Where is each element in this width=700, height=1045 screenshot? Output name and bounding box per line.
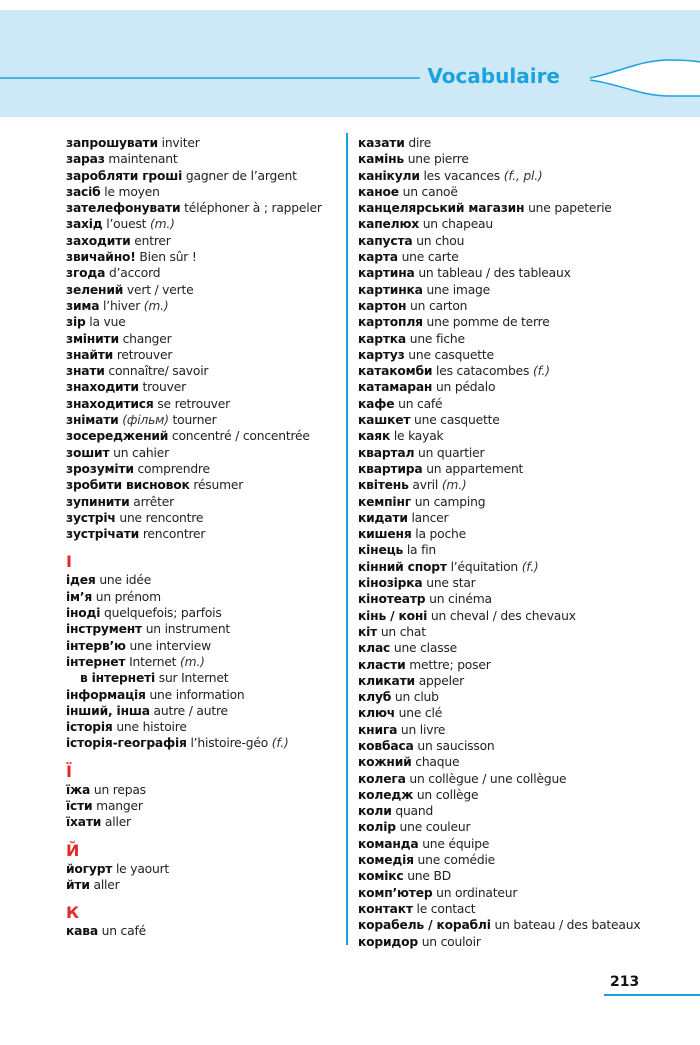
french-translation: un appartement (426, 461, 524, 476)
ukrainian-word: заходити (66, 233, 131, 248)
french-translation: un chat (380, 624, 426, 639)
french-translation: appeler (418, 673, 465, 688)
french-translation: le kayak (393, 429, 444, 444)
ukrainian-word: кіт (358, 624, 378, 639)
french-translation: une clé (398, 706, 443, 721)
french-translation: un chapeau (422, 217, 493, 232)
french-translation: concentré / concentrée (171, 429, 310, 444)
grammar-note: (m.) (150, 217, 175, 232)
french-translation: tourner (172, 413, 217, 428)
ukrainian-word: колір (358, 820, 396, 835)
ukrainian-word: їсти (66, 798, 93, 813)
ukrainian-word: зупинити (66, 494, 130, 509)
ukrainian-word: йти (66, 877, 90, 892)
grammar-note: (фільм) (122, 413, 169, 428)
french-translation: une comédie (417, 853, 496, 868)
french-translation: une information (149, 687, 245, 702)
french-translation: une équipe (422, 836, 490, 851)
ukrainian-word: знаходитися (66, 396, 154, 411)
ukrainian-word: ключ (358, 706, 395, 721)
ukrainian-word: контакт (358, 901, 413, 916)
grammar-note: (f., pl.) (503, 168, 543, 183)
ukrainian-word: згода (66, 266, 106, 281)
ukrainian-word: капуста (358, 233, 413, 248)
french-translation: les vacances (423, 168, 501, 183)
ukrainian-word: картон (358, 298, 407, 313)
ukrainian-word: квартал (358, 445, 415, 460)
french-translation: un bateau / des bateaux (494, 918, 641, 933)
french-translation: lancer (411, 510, 449, 525)
ukrainian-word: ім’я (66, 589, 93, 604)
ukrainian-word: інтерв’ю (66, 638, 126, 653)
french-translation: gagner de l’argent (185, 168, 297, 183)
grammar-note: (f.) (532, 364, 550, 379)
french-translation: Bien sûr ! (139, 250, 197, 265)
french-translation: aller (104, 815, 131, 830)
ukrainian-word: їхати (66, 815, 102, 830)
ukrainian-word: знати (66, 364, 105, 379)
french-translation: le moyen (104, 184, 160, 199)
ukrainian-word: коледж (358, 787, 414, 802)
french-translation: quelquefois; parfois (104, 606, 222, 621)
section-letter: К (66, 903, 80, 923)
ukrainian-word: змінити (66, 331, 119, 346)
section-letter: І (66, 552, 72, 572)
grammar-note: (f.) (521, 559, 539, 574)
ukrainian-word: зателефонувати (66, 201, 181, 216)
ukrainian-word: зошит (66, 445, 110, 460)
ukrainian-word: канікули (358, 168, 420, 183)
french-translation: l’hiver (103, 298, 141, 313)
french-translation: une fiche (409, 331, 465, 346)
ukrainian-word: зима (66, 298, 100, 313)
ukrainian-word: коридор (358, 934, 418, 949)
french-translation: un collègue / une collègue (409, 771, 567, 786)
ukrainian-word: інструмент (66, 622, 142, 637)
french-translation: se retrouver (157, 396, 230, 411)
ukrainian-word: кликати (358, 673, 415, 688)
french-translation: une carte (401, 250, 459, 265)
french-translation: un cinéma (429, 592, 492, 607)
ukrainian-word: зелений (66, 282, 124, 297)
french-translation: la poche (415, 527, 466, 542)
french-translation: une star (426, 576, 476, 591)
ukrainian-word: інформація (66, 687, 146, 702)
ukrainian-word: кишеня (358, 527, 412, 542)
ukrainian-word: клуб (358, 690, 392, 705)
french-translation: résumer (193, 478, 244, 493)
ukrainian-word: катакомби (358, 364, 433, 379)
french-translation: aller (93, 877, 120, 892)
french-translation: trouver (142, 380, 186, 395)
ukrainian-word: історія (66, 720, 113, 735)
french-translation: une casquette (414, 413, 500, 428)
ukrainian-word: зараз (66, 152, 105, 167)
french-translation: une classe (393, 641, 458, 656)
french-translation: un repas (93, 782, 146, 797)
grammar-note: (m.) (143, 298, 169, 313)
ukrainian-word: клас (358, 641, 391, 656)
ukrainian-word: ковбаса (358, 738, 414, 753)
ukrainian-word: картка (358, 331, 407, 346)
ukrainian-word: звичайно! (66, 250, 136, 265)
french-translation: un livre (400, 722, 446, 737)
ukrainian-word: зустрічати (66, 527, 140, 542)
french-translation: un quartier (417, 445, 485, 460)
french-translation: téléphoner à ; rappeler (184, 201, 322, 216)
french-translation: une rencontre (119, 510, 204, 525)
french-translation: une pomme de terre (426, 315, 550, 330)
ukrainian-word: кінець (358, 543, 404, 558)
ukrainian-word: кашкет (358, 413, 411, 428)
section-letter: Й (66, 840, 80, 860)
ukrainian-word: кінь / коні (358, 608, 428, 623)
french-translation: un pédalo (435, 380, 496, 395)
ukrainian-word: зір (66, 315, 86, 330)
ukrainian-word: кожний (358, 755, 412, 770)
ukrainian-word: знімати (66, 413, 119, 428)
french-translation: un café (101, 924, 146, 939)
french-translation: maintenant (108, 152, 178, 167)
french-translation: un tableau / des tableaux (418, 266, 571, 281)
grammar-note: (m.) (180, 654, 205, 669)
ukrainian-word: комп’ютер (358, 885, 433, 900)
french-translation: un ordinateur (436, 885, 518, 900)
ukrainian-word: капелюх (358, 217, 419, 232)
ukrainian-word: кемпінг (358, 494, 411, 509)
ukrainian-word: заробляти гроші (66, 168, 183, 183)
french-translation: une idée (99, 573, 152, 588)
french-translation: un canoë (402, 184, 458, 199)
french-translation: un collège (416, 787, 479, 802)
french-translation: un chou (416, 233, 465, 248)
french-translation: Internet (129, 654, 177, 669)
french-translation: une papeterie (528, 201, 612, 216)
ukrainian-word: зустріч (66, 510, 116, 525)
ukrainian-word: комедія (358, 853, 414, 868)
french-translation: un cahier (113, 445, 169, 460)
french-translation: vert / verte (126, 282, 194, 297)
french-translation: inviter (161, 136, 200, 150)
ukrainian-word: в інтернеті (80, 671, 156, 686)
french-translation: autre / autre (153, 703, 228, 718)
ukrainian-word: комікс (358, 869, 404, 884)
ukrainian-word: йогурт (66, 861, 113, 876)
ukrainian-word: ідея (66, 573, 96, 588)
french-translation: chaque (415, 755, 460, 770)
french-translation: un couloir (421, 934, 481, 949)
ukrainian-word: канцелярський магазин (358, 201, 525, 216)
ukrainian-word: зрозуміти (66, 461, 134, 476)
french-translation: la vue (89, 315, 126, 330)
ukrainian-word: захід (66, 217, 103, 232)
french-translation: un camping (414, 494, 486, 509)
ukrainian-word: знаходити (66, 380, 139, 395)
ukrainian-word: кидати (358, 510, 408, 525)
ukrainian-word: команда (358, 836, 419, 851)
french-translation: une image (426, 282, 491, 297)
french-translation: un instrument (145, 622, 231, 637)
french-translation: rencontrer (142, 527, 206, 542)
grammar-note: (m.) (441, 478, 467, 493)
page-number: 213 (610, 974, 640, 990)
ukrainian-word: казати (358, 136, 405, 150)
grammar-note: (f.) (271, 736, 289, 751)
french-translation: l’ouest (106, 217, 147, 232)
french-translation: quand (395, 804, 434, 819)
french-translation: une interview (129, 638, 211, 653)
ukrainian-word: історія-географія (66, 736, 187, 751)
french-translation: changer (122, 331, 172, 346)
ukrainian-word: інший, інша (66, 703, 150, 718)
french-translation: une pierre (407, 152, 469, 167)
ukrainian-word: зробити висновок (66, 478, 190, 493)
ukrainian-word: іноді (66, 606, 101, 621)
ukrainian-word: каное (358, 184, 399, 199)
french-translation: comprendre (137, 461, 210, 476)
ukrainian-word: картина (358, 266, 415, 281)
ukrainian-word: каяк (358, 429, 391, 444)
ukrainian-word: коли (358, 804, 392, 819)
french-translation: la fin (406, 543, 437, 558)
french-translation: dire (408, 136, 432, 150)
french-translation: un prénom (95, 589, 161, 604)
french-translation: arrêter (133, 494, 175, 509)
french-translation: une histoire (116, 720, 187, 735)
ukrainian-word: зосереджений (66, 429, 169, 444)
ukrainian-word: картинка (358, 282, 423, 297)
ukrainian-word: книга (358, 722, 398, 737)
french-translation: d’accord (108, 266, 161, 281)
ukrainian-word: кава (66, 924, 98, 939)
french-translation: une BD (407, 869, 451, 884)
french-translation: l’équitation (450, 559, 518, 574)
french-translation: un café (398, 396, 443, 411)
french-translation: le contact (416, 901, 476, 916)
french-translation: l’histoire-géo (190, 736, 269, 751)
ukrainian-word: камінь (358, 152, 404, 167)
french-translation: connaître/ savoir (108, 364, 209, 379)
ukrainian-word: катамаран (358, 380, 433, 395)
french-translation: un saucisson (417, 738, 495, 753)
ukrainian-word: кафе (358, 396, 395, 411)
ukrainian-word: картопля (358, 315, 423, 330)
french-translation: un cheval / des chevaux (430, 608, 576, 623)
french-translation: entrer (134, 233, 171, 248)
french-translation: une casquette (408, 347, 494, 362)
ukrainian-word: інтернет (66, 654, 126, 669)
ukrainian-word: карта (358, 250, 398, 265)
french-translation: avril (412, 478, 439, 493)
french-translation: un carton (410, 298, 468, 313)
ukrainian-word: корабель / кораблі (358, 918, 491, 933)
ukrainian-word: запрошувати (66, 136, 158, 150)
french-translation: retrouver (116, 347, 173, 362)
ukrainian-word: їжа (66, 782, 91, 797)
ukrainian-word: засіб (66, 184, 101, 199)
french-translation: un club (394, 690, 439, 705)
ukrainian-word: квартира (358, 461, 423, 476)
section-letter: Ї (66, 761, 72, 781)
french-translation: une couleur (399, 820, 471, 835)
ukrainian-word: класти (358, 657, 406, 672)
ukrainian-word: кінозірка (358, 576, 423, 591)
ukrainian-word: кінний спорт (358, 559, 447, 574)
ukrainian-word: кінотеатр (358, 592, 426, 607)
section-title: Vocabulaire (427, 64, 560, 88)
french-translation: sur Internet (158, 671, 229, 686)
ukrainian-word: колега (358, 771, 406, 786)
ukrainian-word: знайти (66, 347, 114, 362)
ukrainian-word: квітень (358, 478, 409, 493)
french-translation: les catacombes (436, 364, 530, 379)
ukrainian-word: картуз (358, 347, 405, 362)
french-translation: mettre; poser (409, 657, 491, 672)
french-translation: manger (96, 798, 143, 813)
french-translation: le yaourt (115, 861, 170, 876)
